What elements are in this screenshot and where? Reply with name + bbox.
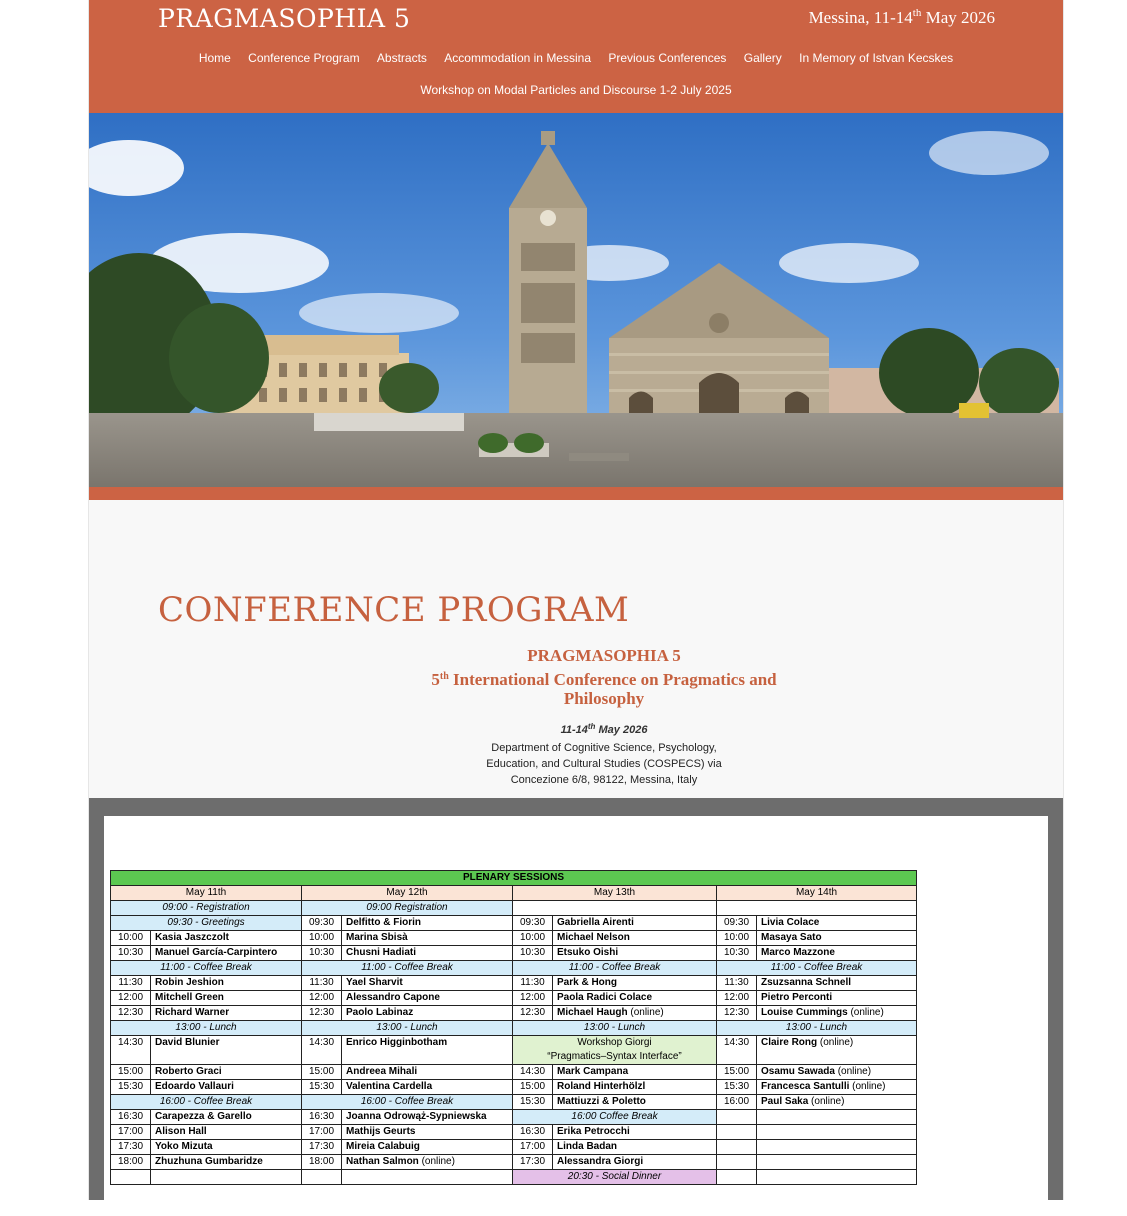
table-row xyxy=(111,1170,917,1185)
session-time: 11:30 xyxy=(302,976,342,991)
session-time: 15:30 xyxy=(302,1080,342,1095)
table-row xyxy=(111,1065,917,1080)
session-time: 16:30 xyxy=(302,1110,342,1125)
session-time: 14:30 xyxy=(717,1036,757,1065)
day-header-may-13: May 13th xyxy=(513,886,717,901)
workshop-cell xyxy=(513,1036,717,1065)
session-time: 10:30 xyxy=(513,946,553,961)
empty-cell xyxy=(717,1125,757,1140)
day-header-may-11: May 11th xyxy=(111,886,302,901)
session-time: 15:00 xyxy=(717,1065,757,1080)
empty-cell xyxy=(717,1140,757,1155)
site-title[interactable]: PRAGMASOPHIA 5 xyxy=(158,4,411,33)
session-speaker: Mark Campana xyxy=(553,1065,717,1080)
session-speaker: Mattiuzzi & Poletto xyxy=(553,1095,717,1110)
conference-ordinal: 5 xyxy=(431,670,440,689)
empty-cell xyxy=(717,1110,757,1125)
main-nav xyxy=(89,51,1063,65)
session-speaker: Carapezza & Garello xyxy=(151,1110,302,1125)
table-row xyxy=(111,991,917,1006)
event-coffee-break: 16:00 - Coffee Break xyxy=(302,1095,513,1110)
session-time: 15:00 xyxy=(111,1065,151,1080)
hero-cathedral-illustration xyxy=(89,113,1063,487)
session-time: 10:30 xyxy=(717,946,757,961)
session-time: 17:00 xyxy=(111,1125,151,1140)
session-speaker: Erika Petrocchi xyxy=(553,1125,717,1140)
table-row xyxy=(111,1125,917,1140)
event-registration: 09:00 - Registration xyxy=(111,901,302,916)
plenary-header: PLENARY SESSIONS xyxy=(111,871,917,886)
conference-dates-prefix: 11-14 xyxy=(560,724,588,736)
session-speaker: Yael Sharvit xyxy=(342,976,513,991)
nav-abstracts[interactable]: Abstracts xyxy=(376,51,427,65)
speaker-name: Michael Haugh xyxy=(557,1007,628,1018)
empty-cell xyxy=(717,901,917,916)
session-speaker: Mitchell Green xyxy=(151,991,302,1006)
session-time: 12:00 xyxy=(302,991,342,1006)
session-time: 14:30 xyxy=(302,1036,342,1065)
event-social-dinner: 20:30 - Social Dinner xyxy=(513,1170,717,1185)
event-lunch: 13:00 - Lunch xyxy=(717,1021,917,1036)
session-speaker: Andreea Mihali xyxy=(342,1065,513,1080)
event-greetings: 09:30 - Greetings xyxy=(111,916,302,931)
session-speaker xyxy=(757,1006,917,1021)
session-time: 17:30 xyxy=(302,1140,342,1155)
day-header-may-12: May 12th xyxy=(302,886,513,901)
speaker-name: Louise Cummings xyxy=(761,1007,848,1018)
event-coffee-break: 16:00 - Coffee Break xyxy=(111,1095,302,1110)
nav-home[interactable]: Home xyxy=(198,51,231,65)
site-dates-sup: th xyxy=(912,7,922,19)
nav-workshop-link[interactable]: Workshop on Modal Particles and Discourse 1-2 July 2025 xyxy=(420,83,732,97)
session-speaker: Paola Radici Colace xyxy=(553,991,717,1006)
session-time: 18:00 xyxy=(111,1155,151,1170)
empty-cell xyxy=(302,1170,342,1185)
empty-cell xyxy=(757,1155,917,1170)
session-time: 11:30 xyxy=(111,976,151,991)
session-time: 18:00 xyxy=(302,1155,342,1170)
session-time: 12:30 xyxy=(513,1006,553,1021)
speaker-name: Nathan Salmon xyxy=(346,1156,419,1167)
session-speaker: Linda Badan xyxy=(553,1140,717,1155)
session-speaker: Edoardo Vallauri xyxy=(151,1080,302,1095)
session-speaker: David Blunier xyxy=(151,1036,302,1065)
session-speaker: Robin Jeshion xyxy=(151,976,302,991)
event-coffee-break: 16:00 Coffee Break xyxy=(513,1110,717,1125)
empty-cell xyxy=(757,1125,917,1140)
session-time: 15:30 xyxy=(717,1080,757,1095)
empty-cell xyxy=(151,1170,302,1185)
session-speaker: Alessandra Giorgi xyxy=(553,1155,717,1170)
session-time: 12:00 xyxy=(513,991,553,1006)
table-row xyxy=(111,1095,917,1110)
session-speaker: Marco Mazzone xyxy=(757,946,917,961)
empty-cell xyxy=(342,1170,513,1185)
session-time: 16:30 xyxy=(513,1125,553,1140)
event-registration: 09:00 Registration xyxy=(302,901,513,916)
session-speaker: Pietro Perconti xyxy=(757,991,917,1006)
session-speaker: Etsuko Oishi xyxy=(553,946,717,961)
table-row xyxy=(111,901,917,916)
event-coffee-break: 11:00 - Coffee Break xyxy=(513,961,717,976)
session-time: 14:30 xyxy=(111,1036,151,1065)
session-time: 12:30 xyxy=(717,1006,757,1021)
site-header xyxy=(89,0,1063,113)
workshop-subtitle: “Pragmatics–Syntax Interface” xyxy=(547,1051,682,1062)
table-row xyxy=(111,1036,917,1065)
session-speaker: Roland Hinterhölzl xyxy=(553,1080,717,1095)
document-viewer xyxy=(89,798,1063,1200)
online-tag: (online) xyxy=(630,1007,664,1018)
session-speaker xyxy=(757,1095,917,1110)
session-time: 16:30 xyxy=(111,1110,151,1125)
session-time: 09:30 xyxy=(513,916,553,931)
session-speaker: Yoko Mizuta xyxy=(151,1140,302,1155)
table-row xyxy=(111,916,917,931)
table-row xyxy=(111,1140,917,1155)
session-time: 15:00 xyxy=(302,1065,342,1080)
session-time: 17:30 xyxy=(111,1140,151,1155)
hero-photo xyxy=(89,113,1063,487)
session-speaker xyxy=(757,1065,917,1080)
session-speaker: Enrico Higginbotham xyxy=(342,1036,513,1065)
session-time: 10:00 xyxy=(302,931,342,946)
empty-cell xyxy=(717,1155,757,1170)
schedule-table xyxy=(110,870,917,1185)
table-row xyxy=(111,1021,917,1036)
site-dates xyxy=(809,7,995,28)
site-dates-prefix: Messina, 11-14 xyxy=(808,8,913,27)
session-speaker: Gabriella Airenti xyxy=(553,916,717,931)
event-coffee-break: 11:00 - Coffee Break xyxy=(111,961,302,976)
table-row xyxy=(111,931,917,946)
empty-cell xyxy=(717,1170,757,1185)
session-time: 12:00 xyxy=(717,991,757,1006)
session-speaker: Chusni Hadiati xyxy=(342,946,513,961)
session-speaker: Valentina Cardella xyxy=(342,1080,513,1095)
online-tag: (online) xyxy=(837,1066,872,1077)
session-speaker: Livia Colace xyxy=(757,916,917,931)
document-page xyxy=(104,816,1048,1216)
online-tag: (online) xyxy=(852,1081,886,1092)
event-coffee-break: 11:00 - Coffee Break xyxy=(717,961,917,976)
session-speaker: Zsuzsanna Schnell xyxy=(757,976,917,991)
session-time: 17:30 xyxy=(513,1155,553,1170)
session-speaker: Michael Nelson xyxy=(553,931,717,946)
online-tag: (online) xyxy=(421,1156,455,1167)
online-tag: (online) xyxy=(819,1037,854,1048)
session-speaker xyxy=(757,1080,917,1095)
session-time: 10:00 xyxy=(111,931,151,946)
table-row xyxy=(111,1006,917,1021)
session-time: 12:30 xyxy=(302,1006,342,1021)
conference-full-text: International Conference on Pragmatics and Philosophy xyxy=(448,670,777,708)
session-speaker: Joanna Odrowąż-Sypniewska xyxy=(342,1110,513,1125)
session-speaker: Alessandro Capone xyxy=(342,991,513,1006)
conference-name: PRAGMASOPHIA 5 xyxy=(527,646,681,665)
nav-in-memory[interactable]: In Memory of Istvan Kecskes xyxy=(799,51,954,65)
session-time: 15:30 xyxy=(111,1080,151,1095)
session-time: 09:30 xyxy=(302,916,342,931)
speaker-name: Osamu Sawada xyxy=(761,1066,835,1077)
page xyxy=(88,0,1064,1200)
conference-ordinal-sup: th xyxy=(439,671,449,682)
session-speaker: Park & Hong xyxy=(553,976,717,991)
session-speaker: Richard Warner xyxy=(151,1006,302,1021)
session-speaker xyxy=(342,1155,513,1170)
speaker-name: Claire Rong xyxy=(761,1037,818,1048)
session-time: 11:30 xyxy=(717,976,757,991)
site-dates-suffix: May 2026 xyxy=(921,8,995,27)
session-time: 16:00 xyxy=(717,1095,757,1110)
event-lunch: 13:00 - Lunch xyxy=(111,1021,302,1036)
nav-previous-conferences[interactable]: Previous Conferences xyxy=(608,51,727,65)
event-lunch: 13:00 - Lunch xyxy=(513,1021,717,1036)
table-row xyxy=(111,946,917,961)
session-speaker: Mireia Calabuig xyxy=(342,1140,513,1155)
event-coffee-break: 11:00 - Coffee Break xyxy=(302,961,513,976)
table-row xyxy=(111,1155,917,1170)
conference-dates-suffix: May 2026 xyxy=(595,724,648,736)
table-row xyxy=(111,1110,917,1125)
session-time: 10:00 xyxy=(513,931,553,946)
table-row xyxy=(111,1080,917,1095)
page-title: CONFERENCE PROGRAM xyxy=(158,590,630,630)
conference-venue: Department of Cognitive Science, Psychology, Education, and Cultural Studies (COSPECS) via Concezione 6/8, 98122, Messina, Italy xyxy=(486,742,722,786)
hero-bottom-band xyxy=(89,487,1063,500)
session-time: 10:00 xyxy=(717,931,757,946)
nav-accommodation[interactable]: Accommodation in Messina xyxy=(444,51,591,65)
table-row xyxy=(111,886,917,901)
workshop-title: Workshop Giorgi xyxy=(577,1037,652,1048)
session-speaker: Roberto Graci xyxy=(151,1065,302,1080)
session-speaker: Delfitto & Fiorin xyxy=(342,916,513,931)
session-time: 09:30 xyxy=(717,916,757,931)
session-time: 15:00 xyxy=(513,1080,553,1095)
empty-cell xyxy=(111,1170,151,1185)
session-speaker: Marina Sbisà xyxy=(342,931,513,946)
session-speaker xyxy=(757,1036,917,1065)
session-speaker: Zhuzhuna Gumbaridze xyxy=(151,1155,302,1170)
online-tag: (online) xyxy=(850,1007,884,1018)
session-speaker: Alison Hall xyxy=(151,1125,302,1140)
nav-conference-program[interactable]: Conference Program xyxy=(248,51,360,65)
empty-cell xyxy=(513,901,717,916)
conference-full-title xyxy=(399,667,809,708)
conference-dates xyxy=(89,722,1119,736)
session-time: 17:00 xyxy=(302,1125,342,1140)
session-time: 14:30 xyxy=(513,1065,553,1080)
session-time: 10:30 xyxy=(111,946,151,961)
session-time: 10:30 xyxy=(302,946,342,961)
session-time: 12:00 xyxy=(111,991,151,1006)
session-speaker: Manuel García-Carpintero xyxy=(151,946,302,961)
session-speaker: Paolo Labinaz xyxy=(342,1006,513,1021)
session-speaker: Masaya Sato xyxy=(757,931,917,946)
empty-cell xyxy=(757,1170,917,1185)
table-row xyxy=(111,961,917,976)
session-time: 17:00 xyxy=(513,1140,553,1155)
speaker-name: Francesca Santulli xyxy=(761,1081,850,1092)
session-time: 11:30 xyxy=(513,976,553,991)
speaker-name: Paul Saka xyxy=(761,1096,809,1107)
empty-cell xyxy=(757,1110,917,1125)
session-speaker xyxy=(553,1006,717,1021)
table-row xyxy=(111,976,917,991)
table-row xyxy=(111,871,917,886)
session-speaker: Kasia Jaszczolt xyxy=(151,931,302,946)
event-lunch: 13:00 - Lunch xyxy=(302,1021,513,1036)
empty-cell xyxy=(757,1140,917,1155)
session-speaker: Mathijs Geurts xyxy=(342,1125,513,1140)
online-tag: (online) xyxy=(811,1096,845,1107)
session-time: 15:30 xyxy=(513,1095,553,1110)
day-header-may-14: May 14th xyxy=(717,886,917,901)
nav-gallery[interactable]: Gallery xyxy=(743,51,782,65)
conference-dates-sup: th xyxy=(587,722,596,731)
session-time: 12:30 xyxy=(111,1006,151,1021)
